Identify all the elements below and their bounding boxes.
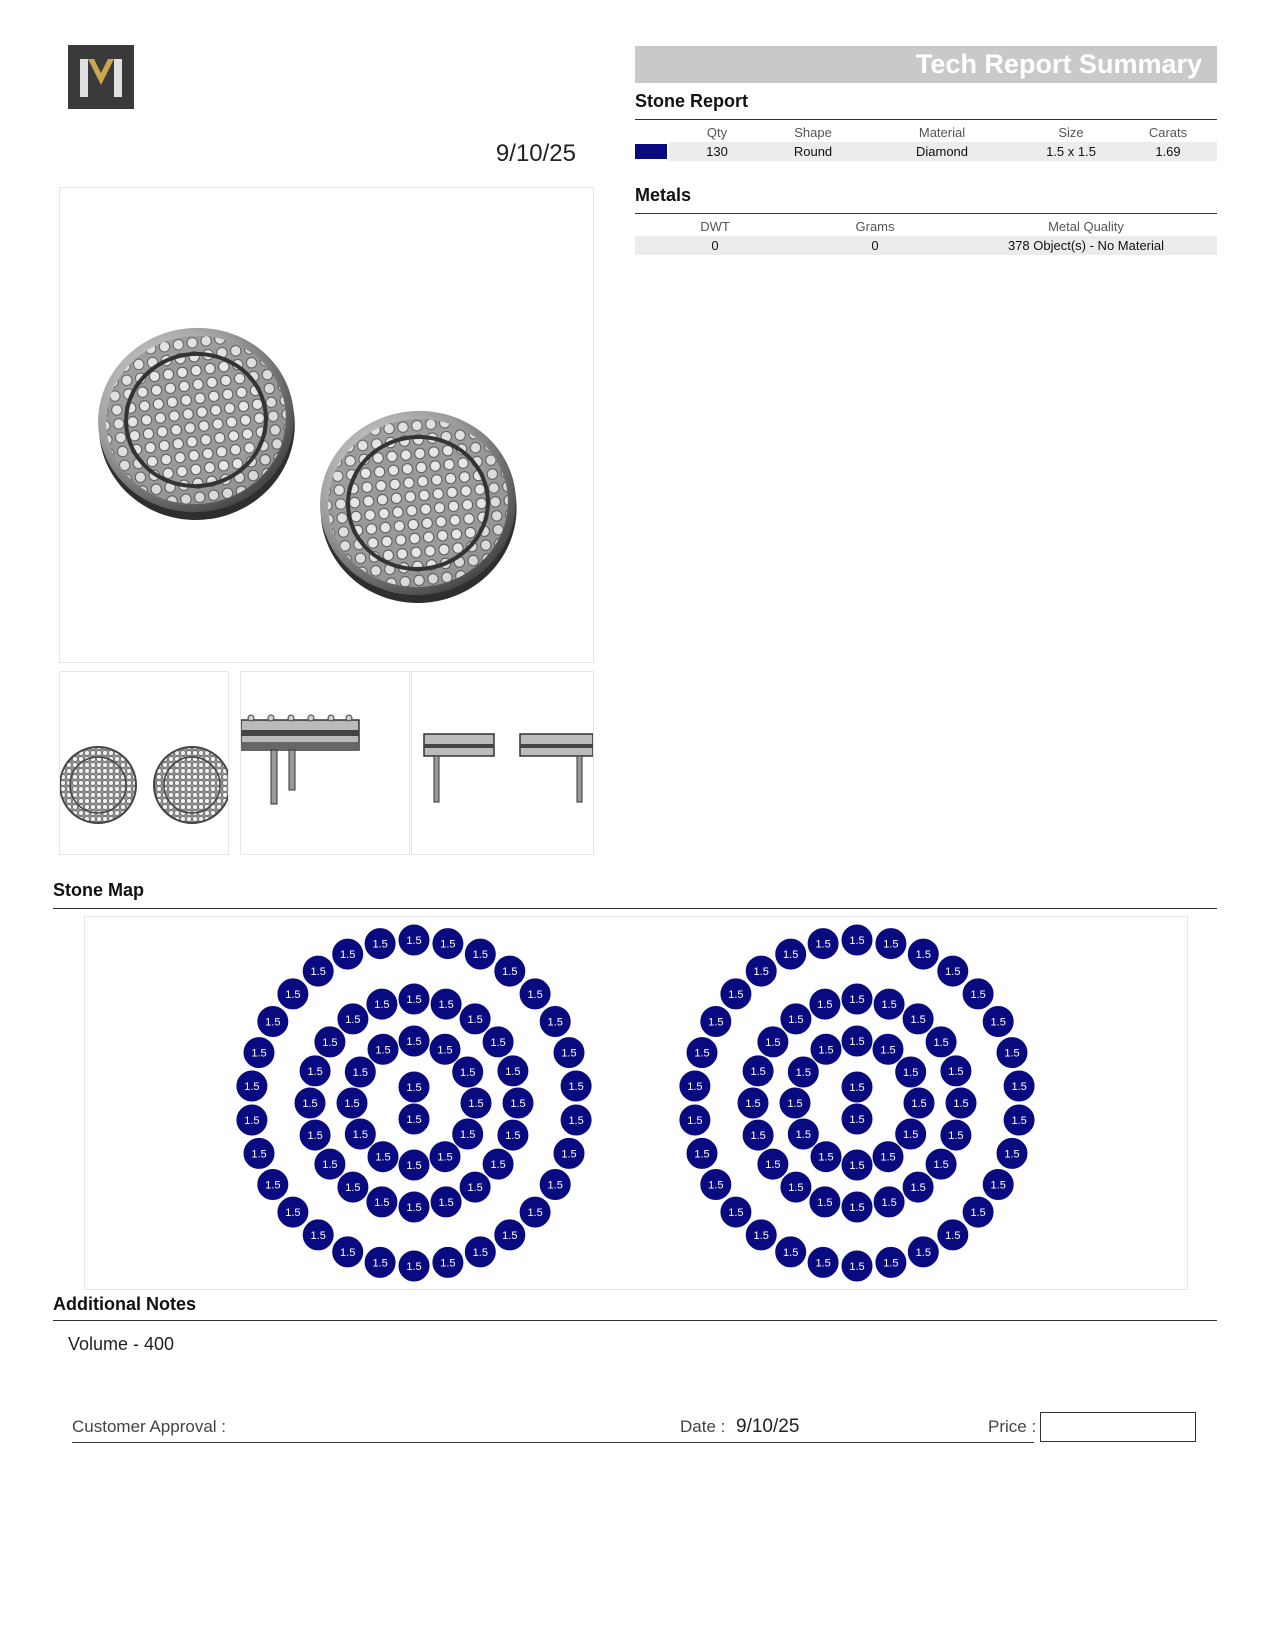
stone-size-label: 1.5 — [285, 988, 301, 1001]
stone — [398, 1103, 430, 1135]
additional-notes-title: Additional Notes — [53, 1294, 196, 1314]
stone — [553, 1037, 585, 1069]
stone-size-label: 1.5 — [1004, 1148, 1020, 1161]
stone — [464, 1236, 496, 1268]
stone — [945, 1087, 977, 1119]
stone — [344, 1118, 376, 1150]
stone-size-label: 1.5 — [915, 949, 931, 962]
col-size: Size — [1058, 124, 1084, 140]
stone — [679, 1070, 711, 1102]
price-label: Price : — [988, 1417, 1037, 1436]
stone — [337, 1171, 369, 1203]
stone-size-label: 1.5 — [849, 994, 865, 1006]
report-title-bar — [635, 46, 1217, 83]
stone-size-label: 1.5 — [765, 1036, 781, 1049]
stone — [257, 1006, 289, 1038]
stone — [302, 1219, 334, 1251]
stone — [432, 1246, 464, 1278]
stone-size-label: 1.5 — [815, 1257, 831, 1270]
stone — [459, 1003, 491, 1035]
stone-size-label: 1.5 — [818, 1044, 834, 1057]
thumbnail-side-view — [240, 671, 410, 855]
stone-size-label: 1.5 — [817, 999, 833, 1012]
stone-size-label: 1.5 — [561, 1148, 577, 1161]
stone-size-label: 1.5 — [375, 1151, 391, 1164]
stone-size-label: 1.5 — [728, 988, 744, 1001]
stone-size-label: 1.5 — [945, 1229, 961, 1242]
company-logo — [68, 45, 134, 109]
stone-color-swatch — [635, 142, 669, 161]
stone — [700, 1006, 732, 1038]
stone-size-label: 1.5 — [302, 1098, 318, 1110]
stone — [982, 1169, 1014, 1201]
stone — [940, 1055, 972, 1087]
stone — [720, 978, 752, 1010]
stone-size-label: 1.5 — [817, 1196, 833, 1209]
stone — [962, 978, 994, 1010]
stone-size-label: 1.5 — [340, 949, 356, 962]
stone-size-label: 1.5 — [687, 1081, 703, 1093]
stone-size-label: 1.5 — [783, 949, 799, 962]
stone-size-label: 1.5 — [953, 1098, 969, 1110]
stone — [364, 1246, 396, 1278]
stone-material: Diamond — [861, 142, 1023, 161]
stone — [482, 1026, 514, 1058]
stone — [745, 1219, 777, 1251]
stone-size-label: 1.5 — [911, 1098, 927, 1110]
stone-size-label: 1.5 — [883, 1257, 899, 1270]
stone — [841, 1071, 873, 1103]
stone — [720, 1196, 752, 1228]
stone — [775, 938, 807, 970]
stone — [277, 978, 309, 1010]
stone-size-label: 1.5 — [849, 1202, 865, 1214]
stone — [810, 1033, 842, 1065]
stone-size-label: 1.5 — [881, 999, 897, 1012]
stone — [841, 1250, 873, 1282]
stone-size-label: 1.5 — [561, 1047, 577, 1060]
table-row — [635, 236, 1217, 255]
thumbnail-front-view — [411, 671, 594, 855]
stone — [841, 983, 873, 1015]
stone-size-label: 1.5 — [374, 1196, 390, 1209]
logo-m-icon — [68, 45, 134, 109]
main-product-image — [59, 187, 594, 663]
stone-size-label: 1.5 — [345, 1013, 361, 1026]
stone — [302, 955, 334, 987]
stone-size-label: 1.5 — [818, 1151, 834, 1164]
col-dwt: DWT — [700, 218, 730, 234]
stone-size-label: 1.5 — [406, 1202, 422, 1214]
stone — [679, 1104, 711, 1136]
stone-size-label: 1.5 — [910, 1013, 926, 1026]
additional-notes-rule — [53, 1320, 1217, 1321]
stone — [780, 1003, 812, 1035]
stone-size-label: 1.5 — [788, 1182, 804, 1195]
stone-size-label: 1.5 — [406, 1114, 422, 1126]
metal-grams: 0 — [795, 236, 955, 255]
stone — [895, 1056, 927, 1088]
approval-signature-line[interactable] — [72, 1442, 1034, 1443]
stone-size-label: 1.5 — [244, 1115, 260, 1127]
stone-size-label: 1.5 — [490, 1036, 506, 1049]
stone — [464, 938, 496, 970]
stone — [937, 955, 969, 987]
stone — [700, 1169, 732, 1201]
col-grams: Grams — [855, 218, 895, 234]
stone-size-label: 1.5 — [750, 1065, 766, 1078]
stone-size-label: 1.5 — [849, 935, 865, 947]
stone-size-label: 1.5 — [467, 1013, 483, 1026]
stone — [745, 955, 777, 987]
stone — [962, 1196, 994, 1228]
stone — [841, 1025, 873, 1057]
stone — [277, 1196, 309, 1228]
report-date: 9/10/25 — [495, 140, 576, 167]
stone — [737, 1087, 769, 1119]
stone-size-label: 1.5 — [310, 1229, 326, 1242]
stone — [982, 1006, 1014, 1038]
stone — [337, 1003, 369, 1035]
stone — [367, 1033, 399, 1065]
stone-size-label: 1.5 — [547, 1179, 563, 1192]
stone-size-label: 1.5 — [307, 1065, 323, 1078]
stone-report-title: Stone Report — [635, 91, 749, 111]
stone — [742, 1055, 774, 1087]
col-carats: Carats — [1148, 124, 1188, 140]
metal-quality: 378 Object(s) - No Material — [955, 236, 1217, 255]
stone — [787, 1118, 819, 1150]
stone-size-label: 1.5 — [795, 1067, 811, 1079]
stone — [925, 1148, 957, 1180]
customer-approval-label: Customer Approval : — [72, 1417, 227, 1436]
stone-size-label: 1.5 — [340, 1246, 356, 1259]
stone-size-label: 1.5 — [903, 1129, 919, 1141]
col-qty: Qty — [706, 124, 728, 140]
stone-size-label: 1.5 — [372, 1257, 388, 1270]
stone-size-label: 1.5 — [750, 1130, 766, 1143]
stone — [332, 938, 364, 970]
stone-size-label: 1.5 — [708, 1179, 724, 1192]
stone-size-label: 1.5 — [437, 1151, 453, 1164]
metals-rule — [635, 213, 1217, 214]
stone-size-label: 1.5 — [547, 1016, 563, 1029]
stone — [757, 1026, 789, 1058]
stone-size-label: 1.5 — [787, 1098, 803, 1110]
stone-size-label: 1.5 — [568, 1115, 584, 1127]
stone-size-label: 1.5 — [1011, 1081, 1027, 1093]
stone-map-diagram — [85, 917, 1187, 1289]
stone-size-label: 1.5 — [687, 1115, 703, 1127]
stone — [539, 1169, 571, 1201]
stone — [757, 1148, 789, 1180]
stone-size-label: 1.5 — [352, 1067, 368, 1079]
stone — [398, 1250, 430, 1282]
stone-size-label: 1.5 — [880, 1044, 896, 1057]
stone-size-label: 1.5 — [933, 1036, 949, 1049]
stone — [780, 1171, 812, 1203]
earrings-front-view-icon — [412, 672, 593, 854]
metals-title: Metals — [635, 185, 692, 205]
stone-size-label: 1.5 — [352, 1129, 368, 1141]
stone-size-label: 1.5 — [527, 1207, 543, 1220]
stone-size-label: 1.5 — [372, 938, 388, 951]
stone-size-label: 1.5 — [406, 994, 422, 1006]
stone-size-label: 1.5 — [788, 1013, 804, 1026]
stone-size-label: 1.5 — [948, 1130, 964, 1143]
stone-size-label: 1.5 — [244, 1081, 260, 1093]
stone — [925, 1026, 957, 1058]
stone-size-label: 1.5 — [708, 1016, 724, 1029]
col-material: Material — [918, 124, 966, 140]
stone-map-title: Stone Map — [53, 880, 145, 900]
stone — [502, 1087, 534, 1119]
price-input-box[interactable] — [1040, 1412, 1196, 1442]
stone — [560, 1104, 592, 1136]
stone-size-label: 1.5 — [437, 1044, 453, 1057]
stone-size-label: 1.5 — [849, 1261, 865, 1273]
stone-size-label: 1.5 — [502, 1229, 518, 1242]
stone-size-label: 1.5 — [970, 988, 986, 1001]
stone — [432, 928, 464, 960]
stone-size-label: 1.5 — [948, 1065, 964, 1078]
stone-size-label: 1.5 — [990, 1016, 1006, 1029]
stone — [519, 1196, 551, 1228]
stone-size-label: 1.5 — [745, 1098, 761, 1110]
col-metal-quality: Metal Quality — [1048, 218, 1124, 234]
stone-size-label: 1.5 — [344, 1098, 360, 1110]
approval-date-value: 9/10/25 — [736, 1416, 800, 1437]
stone-size-label: 1.5 — [251, 1047, 267, 1060]
stone — [779, 1087, 811, 1119]
stone-size-label: 1.5 — [883, 938, 899, 951]
stone-size-label: 1.5 — [322, 1036, 338, 1049]
stone-size-label: 1.5 — [406, 1036, 422, 1048]
stone — [299, 1119, 331, 1151]
stone — [903, 1087, 935, 1119]
stone-size-label: 1.5 — [345, 1182, 361, 1195]
stone — [519, 978, 551, 1010]
stone — [775, 1236, 807, 1268]
stone — [366, 988, 398, 1020]
stone-size-label: 1.5 — [510, 1098, 526, 1110]
stone-size-label: 1.5 — [910, 1182, 926, 1195]
stone-size-label: 1.5 — [694, 1047, 710, 1060]
stone — [366, 1186, 398, 1218]
stone-size-label: 1.5 — [472, 949, 488, 962]
stone — [807, 1246, 839, 1278]
stone-size-label: 1.5 — [468, 1098, 484, 1110]
stone — [809, 988, 841, 1020]
stone-size-label: 1.5 — [438, 999, 454, 1012]
stone — [364, 928, 396, 960]
stone — [937, 1219, 969, 1251]
stone-size-label: 1.5 — [440, 1257, 456, 1270]
stone — [294, 1087, 326, 1119]
stone — [497, 1055, 529, 1087]
stone — [398, 1149, 430, 1181]
stone-size-label: 1.5 — [460, 1067, 476, 1079]
stone-size-label: 1.5 — [990, 1179, 1006, 1192]
stone-size-label: 1.5 — [251, 1148, 267, 1161]
additional-notes-text: Volume - 400 — [68, 1334, 175, 1354]
stone-size-label: 1.5 — [1011, 1115, 1027, 1127]
stone — [482, 1148, 514, 1180]
col-shape: Shape — [794, 124, 832, 140]
stone-size-label: 1.5 — [945, 966, 961, 979]
stone — [875, 928, 907, 960]
stone — [336, 1087, 368, 1119]
stone-size-label: 1.5 — [307, 1130, 323, 1143]
stone — [686, 1037, 718, 1069]
stone — [902, 1171, 934, 1203]
stone-size-label: 1.5 — [933, 1159, 949, 1172]
stone — [742, 1119, 774, 1151]
stone-shape: Round — [765, 142, 861, 161]
stone — [809, 1186, 841, 1218]
stone — [872, 1141, 904, 1173]
stone — [460, 1087, 492, 1119]
stone — [996, 1037, 1028, 1069]
stone-size-label: 1.5 — [783, 1246, 799, 1259]
stone — [314, 1148, 346, 1180]
stone-map — [84, 916, 1188, 1290]
stone — [1003, 1070, 1035, 1102]
stone-map-rule — [53, 908, 1217, 909]
stone — [236, 1104, 268, 1136]
stone — [494, 955, 526, 987]
stone — [686, 1137, 718, 1169]
stone-size-label: 1.5 — [849, 1160, 865, 1172]
stone-size-label: 1.5 — [265, 1179, 281, 1192]
earring-side-view-icon — [241, 672, 409, 854]
stone — [553, 1137, 585, 1169]
stone-report-table — [635, 122, 1217, 161]
stone-size-label: 1.5 — [490, 1159, 506, 1172]
stone — [430, 1186, 462, 1218]
stone-size-label: 1.5 — [1004, 1047, 1020, 1060]
stone-size-label: 1.5 — [440, 938, 456, 951]
stone-size-label: 1.5 — [438, 1196, 454, 1209]
stone-size-label: 1.5 — [815, 938, 831, 951]
stone — [398, 983, 430, 1015]
stone-size: 1.5 x 1.5 — [1023, 142, 1119, 161]
stone — [1003, 1104, 1035, 1136]
stone — [497, 1119, 529, 1151]
stone-size-label: 1.5 — [467, 1182, 483, 1195]
stone-carats: 1.69 — [1119, 142, 1217, 161]
stone — [907, 1236, 939, 1268]
stone — [459, 1171, 491, 1203]
table-row — [635, 142, 1217, 161]
stone — [314, 1026, 346, 1058]
stone — [873, 988, 905, 1020]
stone-size-label: 1.5 — [728, 1207, 744, 1220]
stone-size-label: 1.5 — [505, 1130, 521, 1143]
stone-size-label: 1.5 — [460, 1129, 476, 1141]
stone-size-label: 1.5 — [903, 1067, 919, 1079]
stone-size-label: 1.5 — [472, 1246, 488, 1259]
stone-size-label: 1.5 — [406, 1082, 422, 1094]
stone — [807, 928, 839, 960]
stone-size-label: 1.5 — [753, 1229, 769, 1242]
stone-size-label: 1.5 — [881, 1196, 897, 1209]
stone — [236, 1070, 268, 1102]
stone — [243, 1037, 275, 1069]
stone — [332, 1236, 364, 1268]
stone — [299, 1055, 331, 1087]
stone-size-label: 1.5 — [880, 1151, 896, 1164]
stone — [841, 1149, 873, 1181]
stone — [902, 1003, 934, 1035]
thumbnail-top-view — [59, 671, 229, 855]
stone — [398, 1025, 430, 1057]
metal-dwt: 0 — [635, 236, 795, 255]
stone-size-label: 1.5 — [375, 1044, 391, 1057]
stone-size-label: 1.5 — [406, 1160, 422, 1172]
stone — [494, 1219, 526, 1251]
stone — [841, 924, 873, 956]
report-title: Tech Report Summary — [915, 49, 1202, 79]
stone-size-label: 1.5 — [374, 999, 390, 1012]
stone-size-label: 1.5 — [970, 1207, 986, 1220]
stone-report-rule — [635, 119, 1217, 120]
stone — [841, 1191, 873, 1223]
stone-size-label: 1.5 — [849, 1036, 865, 1048]
stone-size-label: 1.5 — [849, 1082, 865, 1094]
stone — [539, 1006, 571, 1038]
stone-size-label: 1.5 — [310, 966, 326, 979]
stone-size-label: 1.5 — [849, 1114, 865, 1126]
stone-size-label: 1.5 — [406, 935, 422, 947]
stone — [257, 1169, 289, 1201]
stone-size-label: 1.5 — [406, 1261, 422, 1273]
stone-size-label: 1.5 — [694, 1148, 710, 1161]
stone — [873, 1186, 905, 1218]
stone-size-label: 1.5 — [502, 966, 518, 979]
stone — [398, 1191, 430, 1223]
stone — [398, 924, 430, 956]
stone-size-label: 1.5 — [322, 1159, 338, 1172]
stone-size-label: 1.5 — [505, 1065, 521, 1078]
stone — [429, 1141, 461, 1173]
stone-size-label: 1.5 — [265, 1016, 281, 1029]
stone — [452, 1056, 484, 1088]
stone — [560, 1070, 592, 1102]
stone — [430, 988, 462, 1020]
stone-qty: 130 — [669, 142, 765, 161]
stone — [875, 1246, 907, 1278]
earrings-top-view-icon — [60, 672, 228, 854]
stone — [907, 938, 939, 970]
stone — [243, 1137, 275, 1169]
stone-size-label: 1.5 — [753, 966, 769, 979]
stone — [398, 1071, 430, 1103]
stone-size-label: 1.5 — [915, 1246, 931, 1259]
stone — [996, 1137, 1028, 1169]
approval-date-label: Date : — [680, 1417, 726, 1436]
stone-size-label: 1.5 — [568, 1081, 584, 1093]
stone-size-label: 1.5 — [527, 988, 543, 1001]
stone — [940, 1119, 972, 1151]
stone-size-label: 1.5 — [285, 1207, 301, 1220]
metals-table — [635, 216, 1217, 255]
stone — [841, 1103, 873, 1135]
stone-size-label: 1.5 — [795, 1129, 811, 1141]
earrings-render-icon — [60, 188, 593, 662]
stone-size-label: 1.5 — [765, 1159, 781, 1172]
